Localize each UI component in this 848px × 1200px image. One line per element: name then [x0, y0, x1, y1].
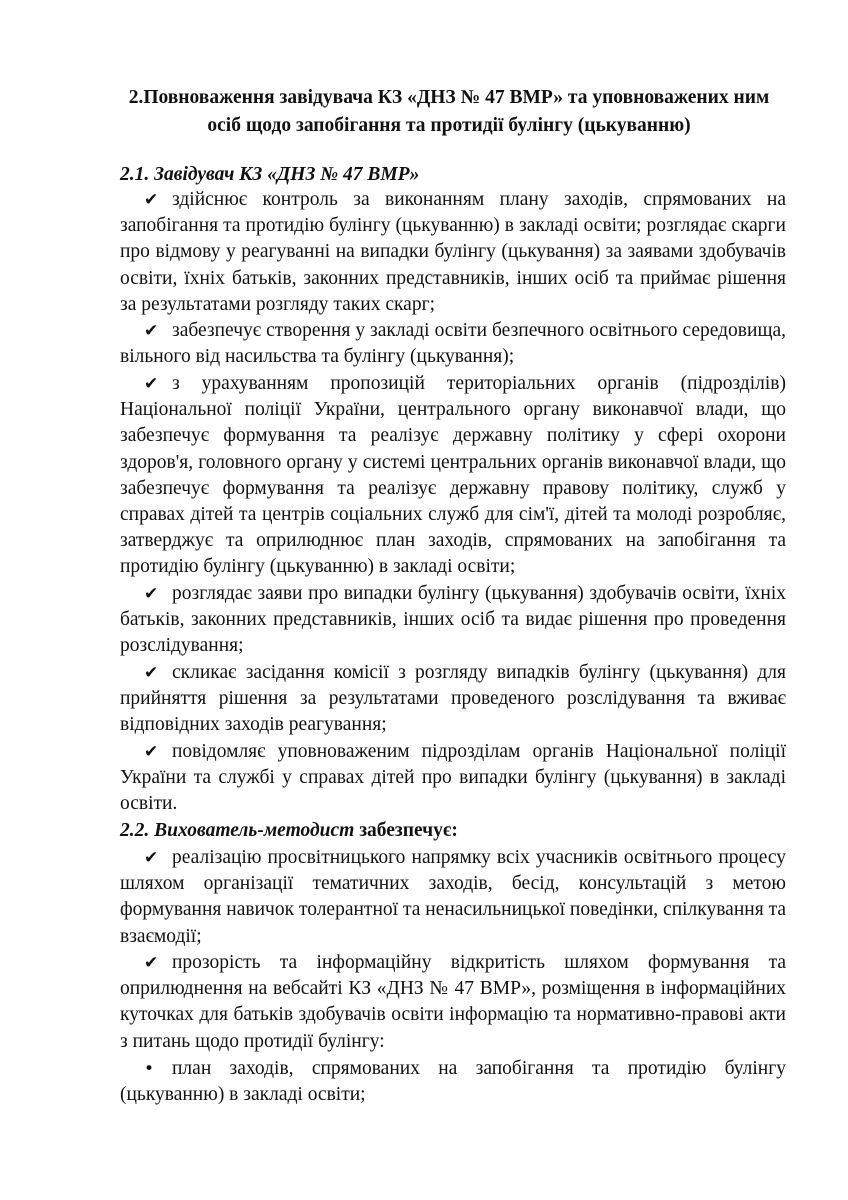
list-item: [120, 318, 786, 370]
bullet-icon: •: [144, 1059, 155, 1079]
section-2-heading: [120, 818, 788, 844]
checkmark-icon: ✔: [144, 321, 159, 341]
list-item-text: здійснює контроль за виконанням плану заходів, спрямованих на запобігання та протидію булінгу (цькуванню) в закладі освіти; розглядає скарги про відмову у реагуванні на випадки булінгу (цькування) за заявами здобувачів освіти, їхніх батьків, законних представників, інших осіб та приймає рішення за результатами розгляду таких скарг;: [120, 189, 786, 315]
checkmark-icon: ✔: [144, 584, 159, 604]
list-item: [120, 581, 786, 660]
list-item: [120, 371, 786, 581]
checkmark-icon: ✔: [144, 742, 159, 762]
list-item: [120, 950, 786, 1055]
checkmark-icon: ✔: [144, 953, 159, 973]
list-item-text: повідомляє уповноваженим підрозділам органів Національної поліції України та службі у справах дітей про випадки булінгу (цькування) в закладі освіти.: [120, 741, 786, 815]
list-item-text: забезпечує створення у закладі освіти безпечного освітнього середовища, вільного від насильства та булінгу (цькування);: [120, 320, 786, 368]
list-item: [120, 187, 786, 318]
list-item: [120, 739, 786, 818]
list-item: [120, 845, 786, 950]
checkmark-icon: ✔: [144, 374, 159, 394]
section-1-heading: 2.1. Завідувач КЗ «ДНЗ № 47 ВМР»: [120, 164, 420, 185]
title-line-1: 2.Повноваження завідувача КЗ «ДНЗ № 47 ВМР» та уповноважених ним: [128, 87, 770, 108]
list-item: [120, 660, 786, 739]
list-item-text: прозорість та інформаційну відкритість шляхом формування та оприлюднення на вебсайті КЗ «ДНЗ № 47 ВМР», розміщення в інформаційних куточках для батьків здобувачів освіти інформацію та нормативно-правові акти з питань щодо протидії булінгу:: [120, 952, 786, 1052]
list-item-text: розглядає заяви про випадки булінгу (цькування) здобувачів освіти, їхніх батьків, законних представників, інших осіб та видає рішення про проведення розслідування;: [120, 583, 786, 657]
page-title: [110, 84, 788, 140]
title-line-2: осіб щодо запобігання та протидії булінгу (цькуванню): [207, 115, 691, 136]
checkmark-icon: ✔: [144, 848, 159, 868]
section-2-heading-role: 2.2. Вихователь-методист: [120, 820, 355, 841]
list-item-text: план заходів, спрямованих на запобігання та протидію булінгу (цькуванню) в закладі освіти;: [120, 1058, 786, 1106]
list-item-text: реалізацію просвітницького напрямку всіх учасників освітнього процесу шляхом організації тематичних заходів, бесід, консультацій з метою формування навичок толерантної та ненасильницької поведінки, спілкування та взаємодії;: [120, 847, 786, 947]
list-item-text: скликає засідання комісії з розгляду випадків булінгу (цькування) для прийняття рішення за результатами проведеного розслідування та вживає відповідних заходів реагування;: [120, 662, 786, 736]
section-2-heading-verb: забезпечує:: [354, 820, 458, 841]
list-item: [120, 1056, 786, 1108]
checkmark-icon: ✔: [144, 663, 159, 683]
checkmark-icon: ✔: [144, 190, 159, 210]
list-item-text: з урахуванням пропозицій територіальних органів (підрозділів) Національної поліції України, центрального органу виконавчої влади, що забезпечує формування та реалізує державну політику у сфері охорони здоров'я, головного органу у системі центральних органів виконавчої влади, що забезпечує формування та реалізує державну правову політику, служб у справах дітей та центрів соціальних служб для сім'ї, дітей та молоді розробляє, затверджує та оприлюднює план заходів, спрямованих на запобігання та протидію булінгу (цькуванню) в закладі освіти;: [120, 373, 786, 578]
